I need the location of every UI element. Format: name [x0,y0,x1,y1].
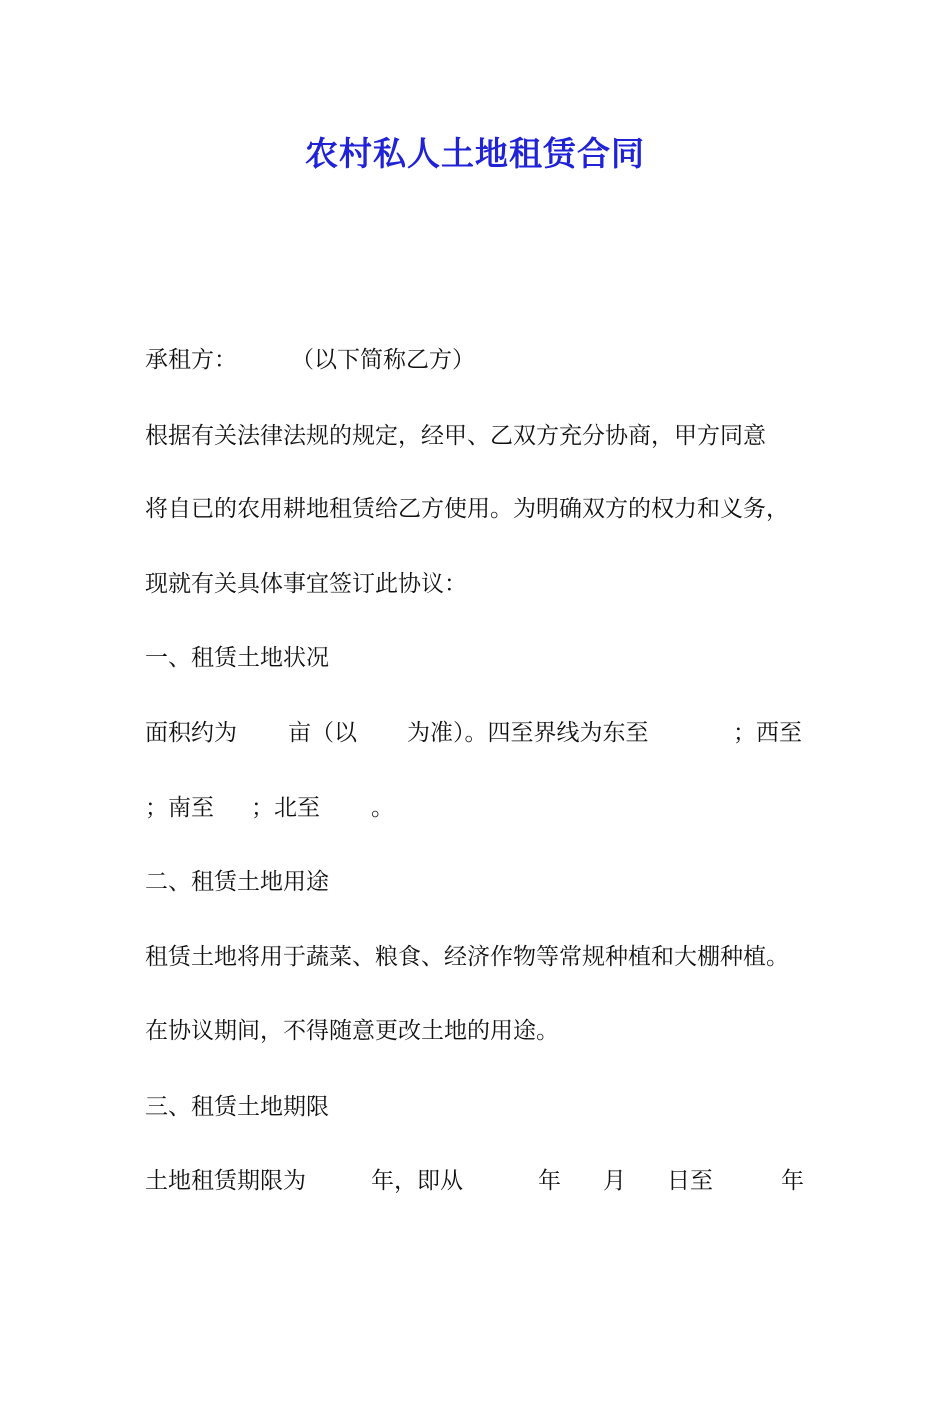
boundary-west: ；西至 [733,720,802,746]
section-heading-land-status: 一、租赁土地状况 [145,645,329,671]
boundary-north: ；北至 [251,795,320,821]
term-label: 土地租赁期限为 [145,1168,306,1194]
lessee-label: 承租方： [145,347,237,373]
boundary-east: 为准）。四至界线为东至 [407,720,649,746]
intro-line-1: 根据有关法律法规的规定，经甲、乙双方充分协商，甲方同意 [145,423,766,449]
boundary-south: ；南至 [145,795,214,821]
intro-line-3: 现就有关具体事宜签订此协议： [145,571,467,597]
section-heading-land-use: 二、租赁土地用途 [145,869,329,895]
lessee-note: （以下简称乙方） [291,347,475,373]
end-year: 年 [781,1168,804,1194]
start-day-to: 日至 [667,1168,713,1194]
term-years: 年，即从 [371,1168,463,1194]
intro-line-2: 将自已的农用耕地租赁给乙方使用。为明确双方的权力和义务， [145,496,789,522]
lease-term-line [145,1166,804,1406]
start-month: 月 [603,1168,626,1194]
area-unit: 亩（以 [288,720,357,746]
land-use-line-2: 在协议期间，不得随意更改土地的用途。 [145,1018,559,1044]
start-year: 年 [538,1168,561,1194]
area-label: 面积约为 [145,720,237,746]
land-use-line-1: 租赁土地将用于蔬菜、粮食、经济作物等常规种植和大棚种植。 [145,944,789,970]
section-heading-lease-term: 三、租赁土地期限 [145,1094,329,1120]
boundary-end: 。 [371,795,394,821]
document-title: 农村私人土地租赁合同 [305,134,645,173]
